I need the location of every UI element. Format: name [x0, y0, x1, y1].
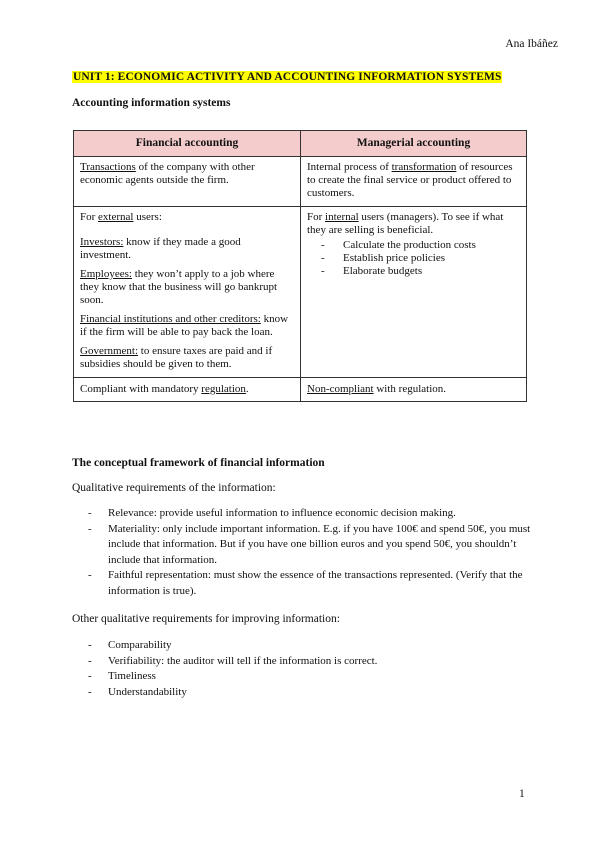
list-item: - Establish price policies [321, 252, 520, 265]
page-number: 1 [519, 788, 525, 800]
header-financial-accounting: Financial accounting [74, 131, 301, 157]
table-row [74, 207, 527, 378]
qualitative-requirements-list [88, 506, 533, 599]
list-item: - Faithful representation: must show the essence of the transactions represented. (Verify that the information is true). [88, 568, 533, 599]
author-name: Ana Ibáñez [505, 38, 558, 50]
cell-managerial-definition: Internal process of transformation of resources to create the final service or product offered to customers. [301, 157, 527, 207]
list-item: - Materiality: only include important information. E.g. if you have 100€ and spend 50€, you must include that information. But if you have one billion euros and you spend 50€, you shouldn’t include that information. [88, 522, 533, 569]
cell-managerial-regulation: Non-compliant with regulation. [301, 378, 527, 402]
intro-other-requirements: Other qualitative requirements for improving information: [72, 613, 340, 625]
list-item: - Elaborate budgets [321, 265, 520, 278]
table-row [74, 157, 527, 207]
table-row [74, 378, 527, 402]
cell-financial-definition: Transactions of the company with other economic agents outside the firm. [74, 157, 301, 207]
user-investors: Investors: know if they made a good investment. [80, 236, 241, 261]
cell-financial-users: For external users: Investors: know if they made a good investment. Employees: they won’t apply to a job where they know that the business will go bankrupt soon. Financial institutions and other creditors: know if the firm will be able to pay back the loan. Government: to ensure taxes are paid and if subsidies should be given to them. [74, 207, 301, 378]
section-heading-conceptual-framework: The conceptual framework of financial information [72, 457, 325, 469]
list-item: - Relevance: provide useful information to influence economic decision making. [88, 506, 533, 522]
intro-qualitative-requirements: Qualitative requirements of the information: [72, 482, 276, 494]
list-item: - Comparability [88, 638, 533, 654]
user-creditors: Financial institutions and other creditors: know if the firm will be able to pay back the loan. [80, 313, 289, 338]
list-item: - Timeliness [88, 669, 533, 685]
cell-managerial-users: For internal users (managers). To see if what they are selling is beneficial. - Calculate the production costs - Establish price policies - Elaborate budgets [301, 207, 527, 378]
managerial-uses-list [307, 239, 520, 278]
list-item: - Understandability [88, 685, 533, 701]
header-managerial-accounting: Managerial accounting [301, 131, 527, 157]
cell-financial-regulation: Compliant with mandatory regulation. [74, 378, 301, 402]
document-title: UNIT 1: ECONOMIC ACTIVITY AND ACCOUNTING INFORMATION SYSTEMS [73, 71, 502, 83]
user-employees: Employees: they won’t apply to a job where they know that the business will go bankrupt soon. [80, 268, 278, 306]
user-government: Government: to ensure taxes are paid and if subsidies should be given to them. [80, 345, 273, 370]
other-requirements-list [88, 638, 533, 700]
section-heading-accounting-systems: Accounting information systems [72, 97, 231, 109]
list-item: - Verifiability: the auditor will tell if the information is correct. [88, 654, 533, 670]
table-header-row [74, 131, 527, 157]
list-item: - Calculate the production costs [321, 239, 520, 252]
accounting-comparison-table [73, 130, 527, 402]
